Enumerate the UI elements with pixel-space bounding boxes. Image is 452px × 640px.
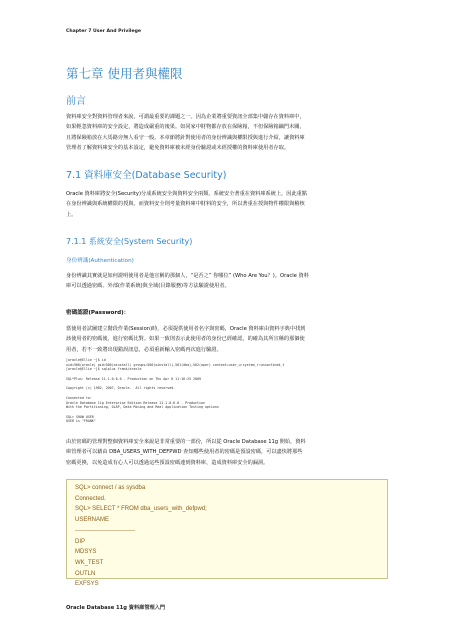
shell-line: uid=500(oracle) gid=500(oinstall) groups=500(oinstall),501(dba),502(oper) context=user_u:system_r:unconfined_t	[66, 362, 285, 367]
text-line: 用者，若不一致將出現錯誤訊息，必須重新輸入密碼再次進行驗證。	[66, 346, 222, 353]
password-paragraph	[66, 324, 386, 355]
running-head: Chapter 7 User And Privilege	[66, 29, 142, 34]
chapter-title: 第七章 使用者與權限	[66, 66, 183, 81]
section-7-1-heading: 7.1 資料庫安全(Database Security)	[66, 170, 227, 181]
text-line: 管理者了解資料庫安全的基本設定，避免資料庫被未經身份驗證或未經授權的資料庫使用者存取。	[66, 145, 290, 152]
authentication-heading: 身份辨識(Authentication)	[66, 258, 134, 264]
section-7-1-1-heading: 7.1.1 系統安全(System Security)	[66, 237, 193, 246]
intro-paragraph	[66, 112, 386, 154]
code-line: DIP	[75, 538, 86, 545]
code-line: WK_TEST	[75, 559, 104, 566]
text-line: 且將保險箱放在大馬路旁無人看守一般。本章節將針對使用者的身份辨識與權限授與進行介紹，讓資料庫	[66, 134, 305, 141]
password-heading: 密碼認證(Password)：	[66, 310, 130, 316]
text-line: 如果輕忽資料庫的安全設定，將造成嚴重的後果。如同家中財物都存放在保險箱，不但保險箱鑰門未關，	[66, 124, 305, 131]
default-password-paragraph	[66, 437, 386, 468]
code-line: MDSYS	[75, 549, 97, 556]
code-line: OUTLN	[75, 570, 96, 577]
text-line: 庫可以透過密碼、外部(作業系統)與全域(目錄服務)等方法驗證使用者。	[66, 283, 230, 290]
code-line: USERNAME	[75, 517, 110, 524]
intro-heading: 前言	[66, 96, 86, 107]
shell-line: SQL> SHOW USER	[66, 414, 94, 419]
code-line: SQL> SELECT * FROM dba_users_with_defpwd;	[75, 506, 207, 513]
code-line: ------------------------------	[75, 527, 135, 534]
sql-code-box	[66, 479, 388, 588]
text-line: Oracle 資料庫將安全(Security)分成系統安全與資料安全兩類。系統安全著重在資料庫系統上，因此重點	[66, 191, 308, 197]
shell-output	[66, 358, 366, 424]
text-line: 當使用者試圖建立階段作業(Session)時，必須提供使用者名字與密碼，Oracle 資料庫由資料字典中找到	[66, 326, 306, 332]
shell-line: With the Partitioning, OLAP, Data Mining and Real Application Testing options	[66, 405, 219, 410]
text-line: 密碼更換，以免造成有心人可以透過這些預設密碼連到資料庫，造成資料庫安全的漏洞。	[66, 459, 269, 466]
shell-line: Copyright (c) 1982, 2007, Oracle. All rights reserved.	[66, 386, 176, 391]
shell-line: Connected to:	[66, 395, 92, 400]
text-line: 資料庫安全對資料管理者來說，可謂最重要的課題之一。因為企業將重要資訊全部集中儲存在資料庫中，	[66, 114, 305, 120]
page-footer: Oracle Database 11g 資料庫管理入門	[66, 605, 166, 611]
authentication-paragraph	[66, 271, 386, 292]
shell-line: [oracle@Ellie ~]$ id	[66, 358, 106, 362]
text-line: 該使用者的密碼後，進行密碼比對。如果一致則表示此使用者的身份已經確認，的確為其所宣稱的那個使	[66, 336, 305, 343]
shell-line: USER is "FRANK"	[66, 419, 96, 424]
code-line: SQL> connect / as sysdba	[75, 485, 146, 491]
shell-line: [oracle@Ellie ~]$ sqlplus frank/oracle	[66, 367, 142, 372]
text-line: 由於密碼的管理對整個資料庫安全來說是非常重要的一部份，所以從 Oracle Database 11g 開始，資料	[66, 439, 306, 445]
code-line: EXFSYS	[75, 581, 99, 588]
shell-line: Oracle Database 11g Enterprise Edition Release 11.1.0.6.0 - Production	[66, 400, 205, 405]
code-line: Connected.	[75, 495, 106, 502]
section-7-1-paragraph	[66, 189, 386, 220]
text-line: 身份辨識其實就是如何證明使用者是他宣稱的那個人，“是否之” 你哪位” (Who Are You？)。Oracle 資料	[66, 273, 309, 279]
text-line: 上。	[66, 211, 77, 218]
shell-line: SQL*Plus: Release 11.1.0.6.0 - Production on Thu Apr 8 11:16:25 2009	[66, 376, 201, 381]
text-line: 在身份辨識與系統權限的授與。而資料安全則考量資料庫中財料的安全，所以著重在授與物件權限與稽核	[66, 201, 305, 208]
text-line: 庫管理者可以藉由 DBA_USERS_WITH_DEFPWD 查知哪些使用者的密碼是預設密碼，可以盡快將那些	[66, 449, 303, 456]
